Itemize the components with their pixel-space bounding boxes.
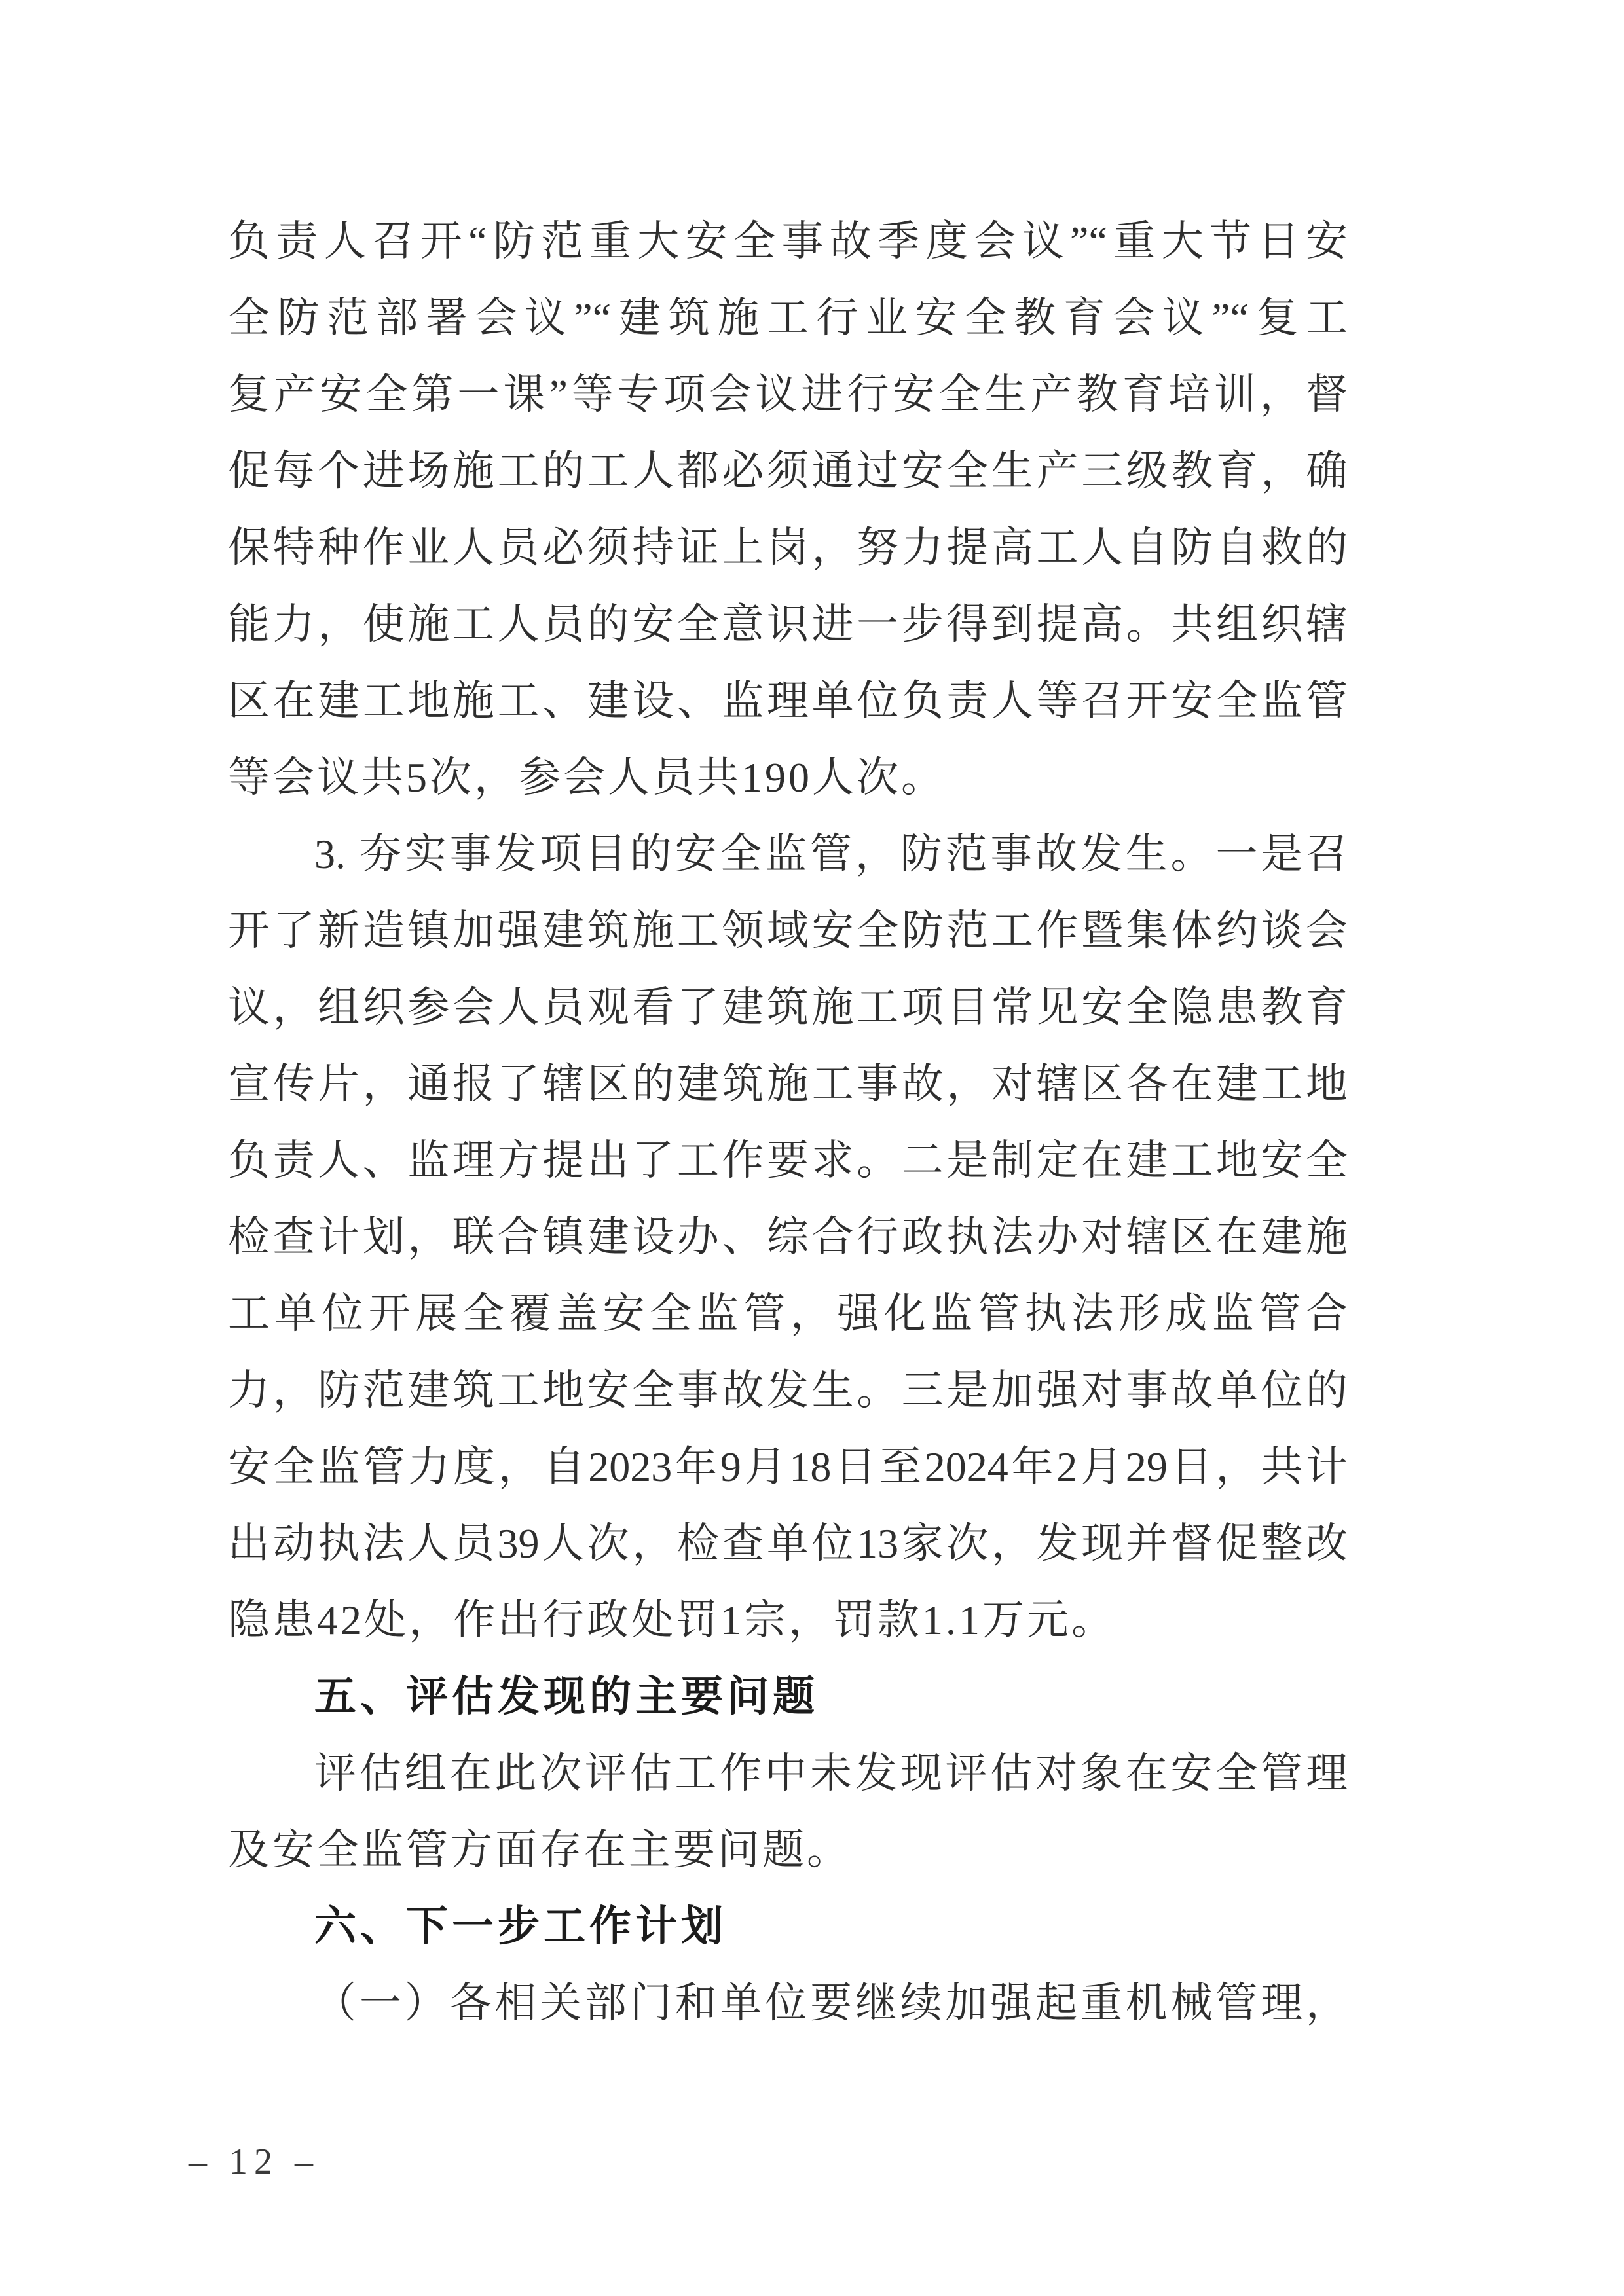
text-line: 负责人召开“防范重大安全事故季度会议”“重大节日安 <box>228 218 1348 264</box>
paragraph <box>228 1735 1348 1888</box>
text-line: 开了新造镇加强建筑施工领域安全防范工作暨集体约谈会 <box>228 907 1348 954</box>
text-line: 隐患42处，作出行政处罚1宗，罚款1.1万元。 <box>228 1597 1116 1643</box>
text-line: 安全监管力度，自2023年9月18日至2024年2月29日，共计 <box>228 1444 1348 1490</box>
paragraph <box>228 816 1348 1658</box>
text-line: 议，组织参会人员观看了建筑施工项目常见安全隐患教育 <box>228 984 1348 1030</box>
text-line: 出动执法人员39人次，检查单位13家次，发现并督促整改 <box>228 1520 1348 1567</box>
page-number: – 12 – <box>189 2141 320 2182</box>
text-line: 力，防范建筑工地安全事故发生。三是加强对事故单位的 <box>228 1367 1348 1413</box>
text-line: （一）各相关部门和单位要继续加强起重机械管理， <box>314 1980 1348 2026</box>
paragraph <box>228 203 1348 816</box>
text-line: 评估组在此次评估工作中未发现评估对象在安全管理 <box>314 1750 1348 1796</box>
section-heading <box>228 1658 1348 1735</box>
text-line: 工单位开展全覆盖安全监管，强化监管执法形成监管合 <box>228 1290 1348 1337</box>
text-line: 全防范部署会议”“建筑施工行业安全教育会议”“复工 <box>228 295 1348 341</box>
text-line: 及安全监管方面存在主要问题。 <box>228 1827 851 1873</box>
text-line: 负责人、监理方提出了工作要求。二是制定在建工地安全 <box>228 1137 1348 1184</box>
text-line: 保特种作业人员必须持证上岗，努力提高工人自防自救的 <box>228 524 1348 571</box>
section-heading <box>228 1888 1348 1965</box>
text-line: 3. 夯实事发项目的安全监管，防范事故发生。一是召 <box>314 831 1348 877</box>
heading-line: 五、评估发现的主要问题 <box>314 1673 819 1720</box>
heading-line: 六、下一步工作计划 <box>314 1903 727 1950</box>
text-line: 等会议共5次，参会人员共190人次。 <box>228 754 946 801</box>
text-line: 能力，使施工人员的安全意识进一步得到提高。共组织辖 <box>228 601 1348 647</box>
text-line: 复产安全第一课”等专项会议进行安全生产教育培训，督 <box>228 371 1348 418</box>
text-line: 宣传片，通报了辖区的建筑施工事故，对辖区各在建工地 <box>228 1061 1348 1107</box>
document-body <box>228 203 1348 2041</box>
paragraph <box>228 1965 1348 2041</box>
text-line: 区在建工地施工、建设、监理单位负责人等召开安全监管 <box>228 678 1348 724</box>
text-line: 检查计划，联合镇建设办、综合行政执法办对辖区在建施 <box>228 1214 1348 1260</box>
text-line: 促每个进场施工的工人都必须通过安全生产三级教育，确 <box>228 448 1348 494</box>
